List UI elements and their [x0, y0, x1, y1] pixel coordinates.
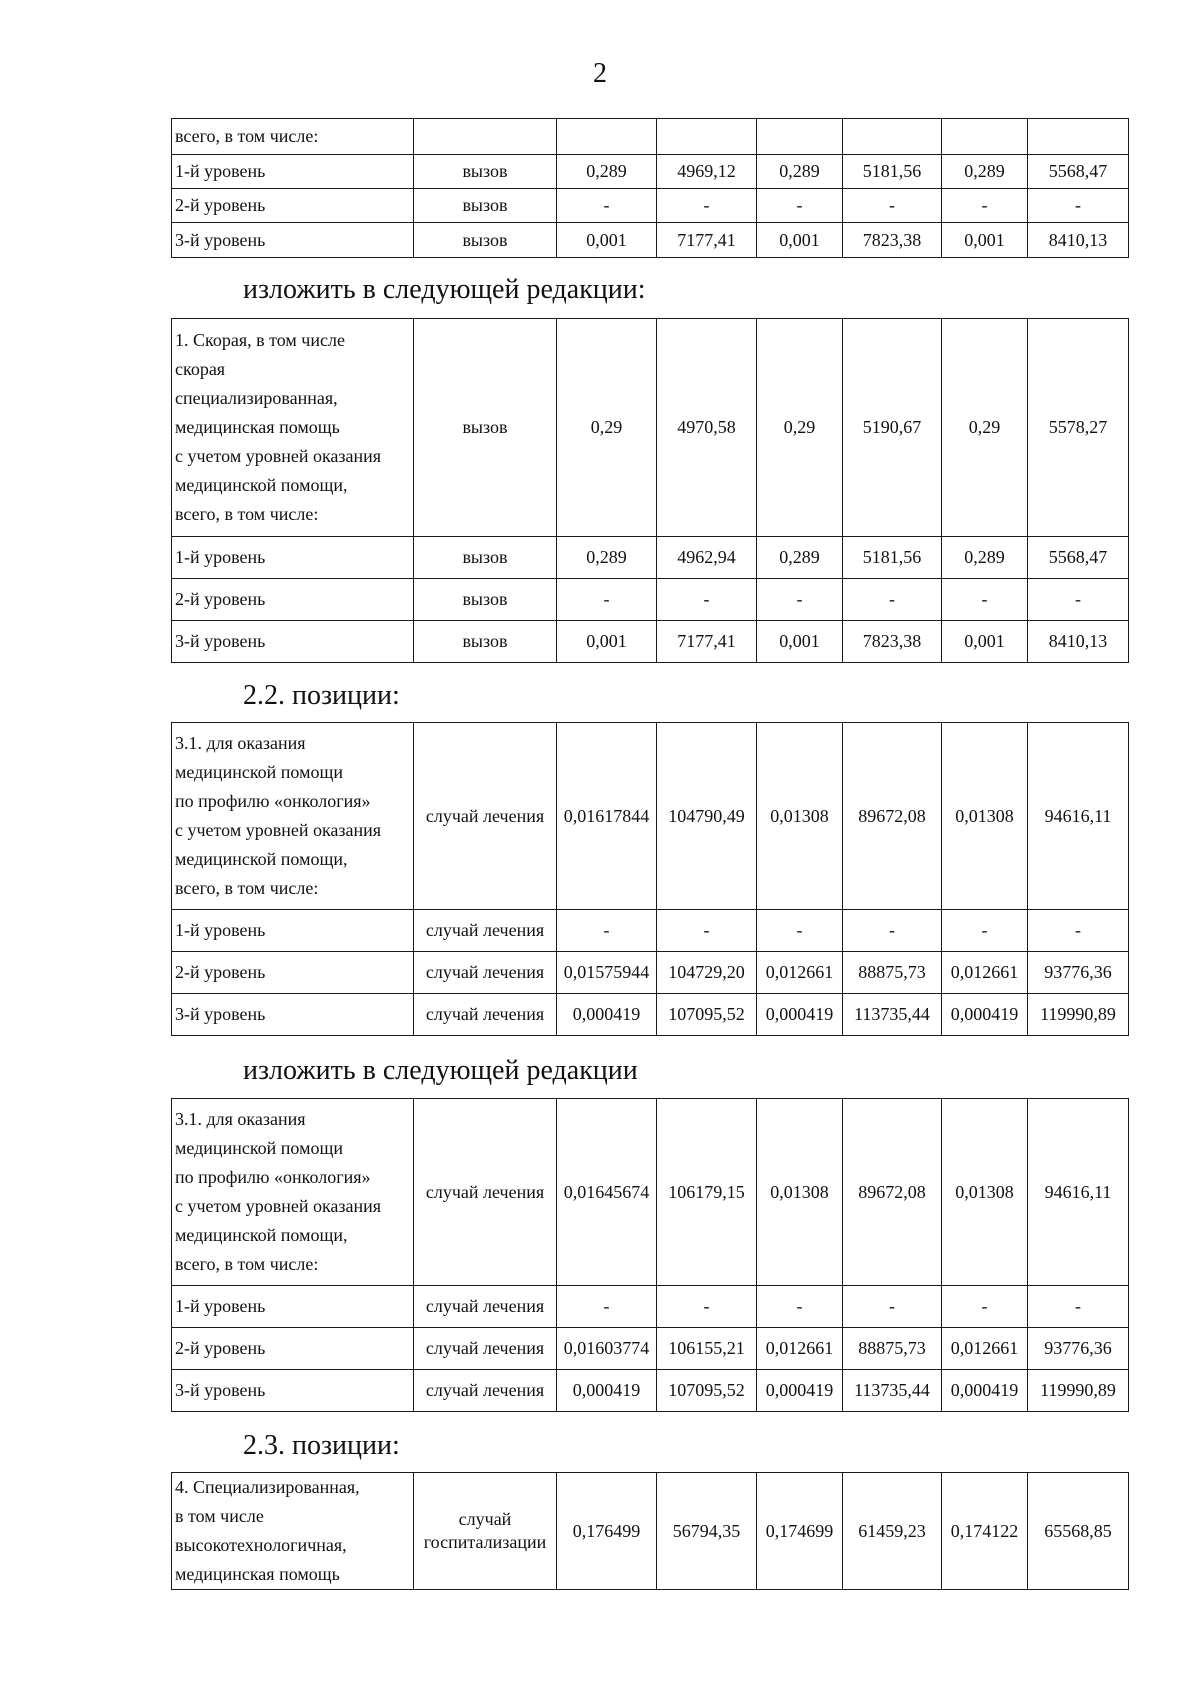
- row-name-cell: 1-й уровень: [172, 537, 414, 579]
- unit-cell: [414, 119, 557, 155]
- value-cell: 0,012661: [942, 952, 1028, 994]
- table-row: [172, 579, 1129, 621]
- table-row: [172, 1328, 1129, 1370]
- value-cell: -: [1028, 579, 1129, 621]
- unit-cell: случай лечения: [414, 1286, 557, 1328]
- row-name-cell: 2-й уровень: [172, 952, 414, 994]
- table-row: [172, 155, 1129, 189]
- value-cell: -: [657, 189, 757, 223]
- value-cell: -: [557, 579, 657, 621]
- value-cell: -: [657, 910, 757, 952]
- value-cell: 94616,11: [1028, 1099, 1129, 1286]
- row-name-cell: 1-й уровень: [172, 1286, 414, 1328]
- page-number: 2: [593, 58, 607, 89]
- value-cell: 65568,85: [1028, 1473, 1129, 1590]
- value-cell: 0,001: [757, 621, 843, 663]
- row-name-cell: 2-й уровень: [172, 189, 414, 223]
- value-cell: 0,001: [557, 223, 657, 258]
- value-cell: 0,012661: [942, 1328, 1028, 1370]
- value-cell: 93776,36: [1028, 952, 1129, 994]
- value-cell: 0,000419: [942, 994, 1028, 1036]
- value-cell: 0,001: [557, 621, 657, 663]
- value-cell: 0,012661: [757, 1328, 843, 1370]
- section-heading-positions-2-2: 2.2. позиции:: [243, 680, 400, 711]
- value-cell: 107095,52: [657, 994, 757, 1036]
- value-cell: 0,29: [557, 319, 657, 537]
- table-row: [172, 189, 1129, 223]
- table-row: [172, 1099, 1129, 1286]
- value-cell: 0,01603774: [557, 1328, 657, 1370]
- value-cell: 0,001: [942, 223, 1028, 258]
- value-cell: [1028, 119, 1129, 155]
- unit-cell: случай лечения: [414, 1328, 557, 1370]
- value-cell: -: [843, 1286, 942, 1328]
- value-cell: -: [843, 579, 942, 621]
- value-cell: 0,000419: [757, 1370, 843, 1412]
- unit-cell: вызов: [414, 537, 557, 579]
- value-cell: 0,01308: [757, 1099, 843, 1286]
- value-cell: -: [1028, 1286, 1129, 1328]
- table-row: [172, 994, 1129, 1036]
- value-cell: -: [557, 910, 657, 952]
- value-cell: 0,29: [757, 319, 843, 537]
- value-cell: 0,000419: [557, 1370, 657, 1412]
- table-row: [172, 952, 1129, 994]
- table-row: [172, 223, 1129, 258]
- value-cell: -: [757, 1286, 843, 1328]
- value-cell: 0,174699: [757, 1473, 843, 1590]
- value-cell: -: [757, 910, 843, 952]
- value-cell: 7823,38: [843, 223, 942, 258]
- row-name-cell: 1-й уровень: [172, 910, 414, 952]
- value-cell: 5181,56: [843, 537, 942, 579]
- table-row: [172, 910, 1129, 952]
- value-cell: 7177,41: [657, 223, 757, 258]
- value-cell: -: [942, 910, 1028, 952]
- value-cell: 7823,38: [843, 621, 942, 663]
- section-heading-new-edition-2: изложить в следующей редакции: [243, 1055, 638, 1086]
- section-heading-positions-2-3: 2.3. позиции:: [243, 1430, 400, 1461]
- value-cell: -: [557, 1286, 657, 1328]
- value-cell: 0,174122: [942, 1473, 1028, 1590]
- unit-cell: вызов: [414, 155, 557, 189]
- unit-cell: случай лечения: [414, 1099, 557, 1286]
- value-cell: 107095,52: [657, 1370, 757, 1412]
- unit-cell: вызов: [414, 189, 557, 223]
- value-cell: 113735,44: [843, 994, 942, 1036]
- unit-cell: вызов: [414, 319, 557, 537]
- value-cell: 5568,47: [1028, 537, 1129, 579]
- row-name-cell: 1. Скорая, в том числе скорая специализированная, медицинская помощь с учетом уровней оказания медицинской помощи, всего, в том числе:: [172, 319, 414, 537]
- value-cell: 8410,13: [1028, 223, 1129, 258]
- value-cell: -: [757, 579, 843, 621]
- table-3-oncology-old: [171, 722, 1129, 1036]
- row-name-cell: 2-й уровень: [172, 1328, 414, 1370]
- value-cell: 0,000419: [557, 994, 657, 1036]
- value-cell: 106179,15: [657, 1099, 757, 1286]
- value-cell: 0,289: [757, 155, 843, 189]
- value-cell: 5181,56: [843, 155, 942, 189]
- value-cell: 0,289: [942, 155, 1028, 189]
- value-cell: 89672,08: [843, 1099, 942, 1286]
- value-cell: 5578,27: [1028, 319, 1129, 537]
- table-row: [172, 723, 1129, 910]
- value-cell: 104729,20: [657, 952, 757, 994]
- value-cell: -: [942, 579, 1028, 621]
- table-row: [172, 1286, 1129, 1328]
- table-1-ambulance-levels-old: [171, 118, 1129, 258]
- row-name-cell: 3-й уровень: [172, 994, 414, 1036]
- value-cell: 89672,08: [843, 723, 942, 910]
- value-cell: 0,01645674: [557, 1099, 657, 1286]
- value-cell: 0,01308: [942, 723, 1028, 910]
- unit-cell: случай лечения: [414, 1370, 557, 1412]
- value-cell: 0,289: [757, 537, 843, 579]
- unit-cell: случай лечения: [414, 910, 557, 952]
- table-row: [172, 621, 1129, 663]
- value-cell: [657, 119, 757, 155]
- value-cell: 0,01308: [942, 1099, 1028, 1286]
- value-cell: 0,001: [942, 621, 1028, 663]
- value-cell: -: [843, 910, 942, 952]
- value-cell: 0,289: [557, 155, 657, 189]
- value-cell: 93776,36: [1028, 1328, 1129, 1370]
- table-4-oncology-new: [171, 1098, 1129, 1412]
- value-cell: 7177,41: [657, 621, 757, 663]
- value-cell: 0,000419: [757, 994, 843, 1036]
- unit-cell: вызов: [414, 579, 557, 621]
- value-cell: 88875,73: [843, 952, 942, 994]
- table-row: [172, 119, 1129, 155]
- value-cell: 0,000419: [942, 1370, 1028, 1412]
- value-cell: -: [657, 1286, 757, 1328]
- value-cell: -: [557, 189, 657, 223]
- value-cell: 0,289: [557, 537, 657, 579]
- unit-cell: случай госпитализации: [414, 1473, 557, 1590]
- value-cell: 0,289: [942, 537, 1028, 579]
- table-row: [172, 1473, 1129, 1590]
- value-cell: -: [657, 579, 757, 621]
- value-cell: 5568,47: [1028, 155, 1129, 189]
- value-cell: 0,01575944: [557, 952, 657, 994]
- value-cell: 4962,94: [657, 537, 757, 579]
- row-name-cell: 3-й уровень: [172, 1370, 414, 1412]
- unit-cell: случай лечения: [414, 952, 557, 994]
- value-cell: 0,29: [942, 319, 1028, 537]
- value-cell: 106155,21: [657, 1328, 757, 1370]
- row-name-cell: 3-й уровень: [172, 621, 414, 663]
- value-cell: -: [843, 189, 942, 223]
- value-cell: 61459,23: [843, 1473, 942, 1590]
- value-cell: -: [757, 189, 843, 223]
- value-cell: 4969,12: [657, 155, 757, 189]
- table-row: [172, 1370, 1129, 1412]
- value-cell: 0,001: [757, 223, 843, 258]
- value-cell: 104790,49: [657, 723, 757, 910]
- table-2-ambulance-levels-new: [171, 318, 1129, 663]
- row-name-cell: 3-й уровень: [172, 223, 414, 258]
- value-cell: [757, 119, 843, 155]
- unit-cell: вызов: [414, 621, 557, 663]
- value-cell: 0,176499: [557, 1473, 657, 1590]
- table-row: [172, 319, 1129, 537]
- value-cell: 119990,89: [1028, 994, 1129, 1036]
- section-heading-new-edition-1: изложить в следующей редакции:: [243, 274, 646, 305]
- table-row: [172, 537, 1129, 579]
- value-cell: 88875,73: [843, 1328, 942, 1370]
- value-cell: 0,01617844: [557, 723, 657, 910]
- value-cell: 0,012661: [757, 952, 843, 994]
- value-cell: 113735,44: [843, 1370, 942, 1412]
- unit-cell: случай лечения: [414, 723, 557, 910]
- row-name-cell: 3.1. для оказания медицинской помощи по профилю «онкология» с учетом уровней оказания медицинской помощи, всего, в том числе:: [172, 1099, 414, 1286]
- value-cell: -: [1028, 189, 1129, 223]
- unit-cell: вызов: [414, 223, 557, 258]
- row-name-cell: 2-й уровень: [172, 579, 414, 621]
- value-cell: [942, 119, 1028, 155]
- value-cell: -: [1028, 910, 1129, 952]
- row-name-cell: 4. Специализированная, в том числе высокотехнологичная, медицинская помощь: [172, 1473, 414, 1590]
- value-cell: [557, 119, 657, 155]
- value-cell: -: [942, 1286, 1028, 1328]
- value-cell: 56794,35: [657, 1473, 757, 1590]
- value-cell: 8410,13: [1028, 621, 1129, 663]
- value-cell: [843, 119, 942, 155]
- value-cell: 119990,89: [1028, 1370, 1129, 1412]
- value-cell: 4970,58: [657, 319, 757, 537]
- row-name-cell: всего, в том числе:: [172, 119, 414, 155]
- value-cell: 94616,11: [1028, 723, 1129, 910]
- unit-cell: случай лечения: [414, 994, 557, 1036]
- value-cell: -: [942, 189, 1028, 223]
- value-cell: 5190,67: [843, 319, 942, 537]
- row-name-cell: 1-й уровень: [172, 155, 414, 189]
- value-cell: 0,01308: [757, 723, 843, 910]
- row-name-cell: 3.1. для оказания медицинской помощи по профилю «онкология» с учетом уровней оказания медицинской помощи, всего, в том числе:: [172, 723, 414, 910]
- table-5-specialized-care: [171, 1472, 1129, 1590]
